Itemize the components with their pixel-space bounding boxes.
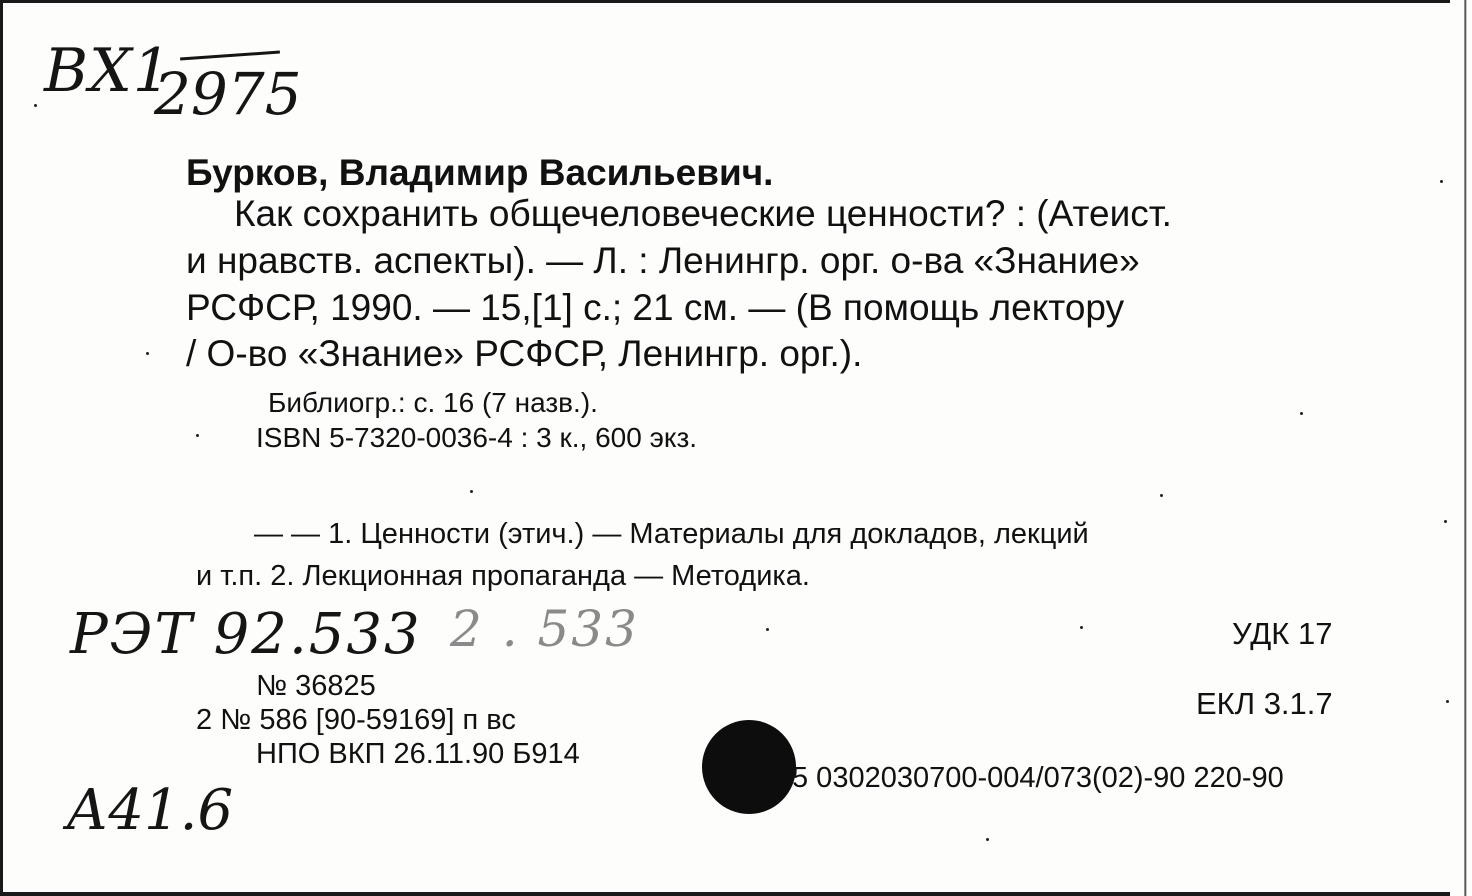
card-border-right <box>1450 0 1472 896</box>
title-line-4: / О-во «Знание» РСФСР, Ленингр. орг.). <box>186 333 863 374</box>
scan-speck <box>34 104 37 107</box>
handwritten-code: РЭТ 92.533 <box>70 602 422 667</box>
author-heading: Бурков, Владимир Васильевич. <box>186 152 774 193</box>
scan-speck <box>146 352 149 355</box>
scan-speck <box>986 838 989 841</box>
scan-speck <box>1440 180 1443 183</box>
scan-speck <box>1080 626 1083 629</box>
scan-speck <box>196 434 199 437</box>
control-line-2: 2 № 586 [90-59169] п вс <box>196 704 516 736</box>
handwritten-code-faint: 2 . 533 <box>450 600 639 658</box>
scan-speck <box>1160 494 1163 497</box>
card-border-bottom <box>0 892 1472 896</box>
publisher-code-line: 5 0302030700-004/073(02)-90 220-90 <box>792 762 1284 794</box>
shelfmark-number: 2975 <box>154 60 302 128</box>
shelfmark-underline <box>180 51 280 61</box>
bibliography-note: Библиогр.: с. 16 (7 назв.). <box>268 387 598 418</box>
handwritten-bottom-code: А41.6 <box>66 778 234 843</box>
udk-code: УДК 17 <box>1232 616 1333 651</box>
control-number: № 36825 <box>256 670 376 702</box>
punch-hole <box>702 720 796 814</box>
scan-speck <box>1300 412 1303 415</box>
shelfmark-prefix: ВХ1 <box>44 36 172 106</box>
isbn-line: ISBN 5-7320-0036-4 : 3 к., 600 экз. <box>256 422 698 453</box>
scan-speck <box>766 628 769 631</box>
scan-speck <box>1444 520 1447 523</box>
card-border-left <box>0 0 3 896</box>
scan-speck <box>470 490 473 493</box>
title-line-3: РСФСР, 1990. — 15,[1] с.; 21 см. — (В помощь лектору <box>186 287 1125 328</box>
card-border-top <box>0 0 1472 3</box>
ekl-code: ЕКЛ 3.1.7 <box>1196 686 1333 721</box>
subject-line-2: и т.п. 2. Лекционная пропаганда — Методика. <box>196 560 810 592</box>
title-line-2: и нравств. аспекты). — Л. : Ленингр. орг. о-ва «Знание» <box>186 240 1140 281</box>
subject-line-1: — — 1. Ценности (этич.) — Материалы для докладов, лекций <box>254 518 1089 550</box>
scan-speck <box>1446 700 1449 703</box>
control-line-3: НПО ВКП 26.11.90 Б914 <box>256 738 580 770</box>
title-line-1: Как сохранить общечеловеческие ценности? : (Атеист. <box>234 193 1172 234</box>
